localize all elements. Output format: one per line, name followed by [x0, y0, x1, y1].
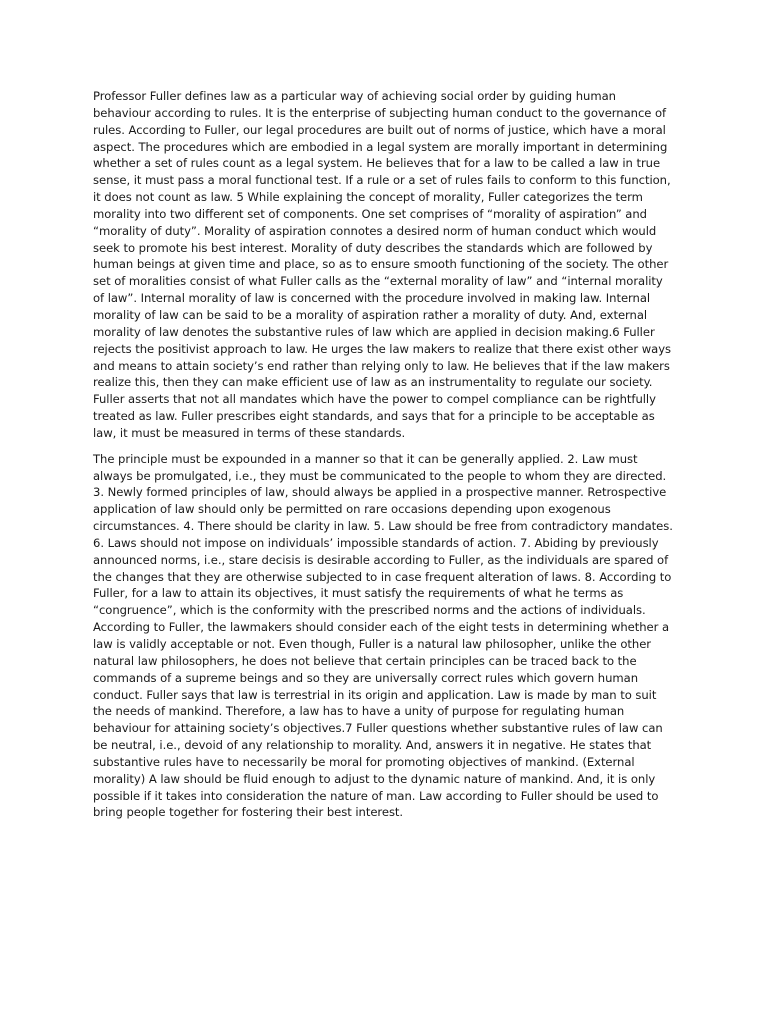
document-body — [93, 88, 677, 830]
paragraph-1: Professor Fuller defines law as a particular way of achieving social order by guiding human behaviour according to rules. It is the enterprise of subjecting human conduct to the governance of rules. According to Fuller, our legal procedures are built out of norms of justice, which have a moral aspect. The procedures which are embodied in a legal system are morally important in determining whether a set of rules count as a legal system. He believes that for a law to be called a law in true sense, it must pass a moral functional test. If a rule or a set of rules fails to conform to this function, it does not count as law. 5 While explaining the concept of morality, Fuller categorizes the term morality into two different set of components. One set comprises of “morality of aspiration” and “morality of duty”. Morality of aspiration connotes a desired norm of human conduct which would seek to promote his best interest. Morality of duty describes the standards which are followed by human beings at given time and place, so as to ensure smooth functioning of the society. The other set of moralities consist of what Fuller calls as the “external morality of law” and “internal morality of law”. Internal morality of law is concerned with the procedure involved in making law. Internal morality of law can be said to be a morality of aspiration rather a morality of duty. And, external morality of law denotes the substantive rules of law which are applied in decision making.6 Fuller rejects the positivist approach to law. He urges the law makers to realize that there exist other ways and means to attain society’s end rather than relying only to law. He believes that if the law makers realize this, then they can make efficient use of law as an instrumentality to regulate our society. Fuller asserts that not all mandates which have the power to compel compliance can be rightfully treated as law. Fuller prescribes eight standards, and says that for a principle to be acceptable as law, it must be measured in terms of these standards. — [93, 89, 672, 440]
paragraph-2: The principle must be expounded in a manner so that it can be generally applied. 2. Law must always be promulgated, i.e., they must be communicated to the people to whom they are directed. 3. Newly formed principles of law, should always be applied in a prospective manner. Retrospective application of law should only be permitted on rare occasions depending upon exogenous circumstances. 4. There should be clarity in law. 5. Law should be free from contradictory mandates. 6. Laws should not impose on individuals’ impossible standards of action. 7. Abiding by previously announced norms, i.e., stare decisis is desirable according to Fuller, as the individuals are spared of the changes that they are otherwise subjected to in case frequent alteration of laws. 8. According to Fuller, for a law to attain its objectives, it must satisfy the requirements of what he terms as “congruence”, which is the conformity with the prescribed norms and the actions of individuals. According to Fuller, the lawmakers should consider each of the eight tests in determining whether a law is validly acceptable or not. Even though, Fuller is a natural law philosopher, unlike the other natural law philosophers, he does not believe that certain principles can be traced back to the commands of a supreme beings and so they are universally correct rules which govern human conduct. Fuller says that law is terrestrial in its origin and application. Law is made by man to suit the needs of mankind. Therefore, a law has to have a unity of purpose for regulating human behaviour for attaining society’s objectives.7 Fuller questions whether substantive rules of law can be neutral, i.e., devoid of any relationship to morality. And, answers it in negative. He states that substantive rules have to necessarily be moral for promoting objectives of mankind. (External morality) A law should be fluid enough to adjust to the dynamic nature of mankind. And, it is only possible if it takes into consideration the nature of man. Law according to Fuller should be used to bring people together for fostering their best interest. — [93, 451, 673, 820]
